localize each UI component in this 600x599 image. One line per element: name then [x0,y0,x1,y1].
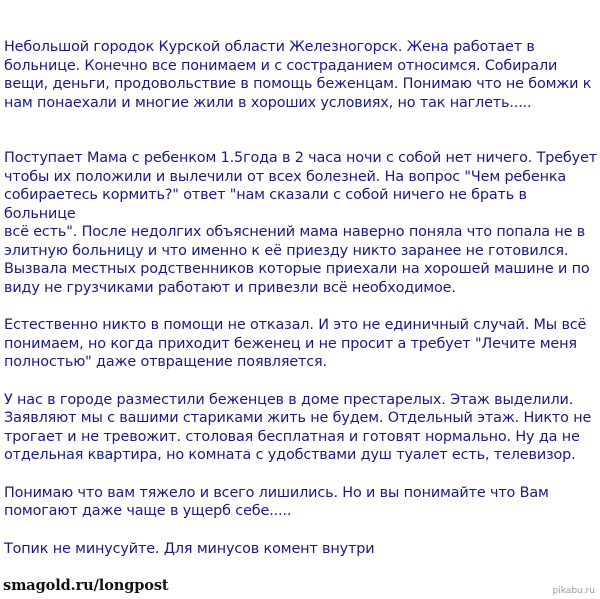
paragraph-spacer [4,297,598,316]
paragraph-nursing-home: У нас в городе разместили беженцев в доме престарелых. Этаж выделили. Заявляют мы с вашими стариками жить не будем. Отдельный этаж. Никто не трогает и не тревожит. столовая бесплатная и готовят нормально. Ну да не отдельная квартира, но комната с удобствами душ туалет есть, телевизор. [4,391,592,463]
paragraph-understanding: Понимаю что вам тяжело и всего лишились. Но и вы понимайте что Вам помогают даже чаще в ущерб себе..... [4,484,549,519]
paragraph-spacer [4,372,598,391]
paragraph-spacer [4,521,598,540]
site-watermark: pikabu.ru [552,586,595,596]
paragraph-spacer [4,112,598,149]
paragraph-intro: Небольшой городок Курской области Железногорск. Жена работает в больнице. Конечно все понимаем и с состраданием относимся. Собирали вещи, деньги, продовольствие в помощь беженцам. Понимаю что не бомжи к нам понаехали и многие жили в хороших условиях, но так наглеть..... [4,39,592,111]
paragraph-mother-story: Поступает Мама с ребенком 1.5года в 2 часа ночи с собой нет ничего. Требует чтобы их положили и вылечили от всех болезней. На вопрос "Чем ребенка собираетесь кормить?" ответ "нам сказали с собой ничего не брать в больнице всё есть". После недолгих объяснений мама наверно поняла что попала не в элитную больницу и что именно к её приезду никто заранее не готовился. Вызвала местных родственников которые приехали на хорошей машине и по виду не грузчиками работают и привезли всё необходимое. [4,150,597,296]
source-link[interactable]: smagold.ru/longpost [3,577,169,594]
paragraph-spacer [4,465,598,484]
paragraph-closing-note: Топик не минусуйте. Для минусов комент внутри [4,540,375,557]
paragraph-help: Естественно никто в помощи не отказал. И это не единичный случай. Мы всё понимаем, но когда приходит беженец и не просит а требует "Лечите меня полностью" даже отвращение появляется. [4,317,587,370]
post-body [4,38,598,558]
